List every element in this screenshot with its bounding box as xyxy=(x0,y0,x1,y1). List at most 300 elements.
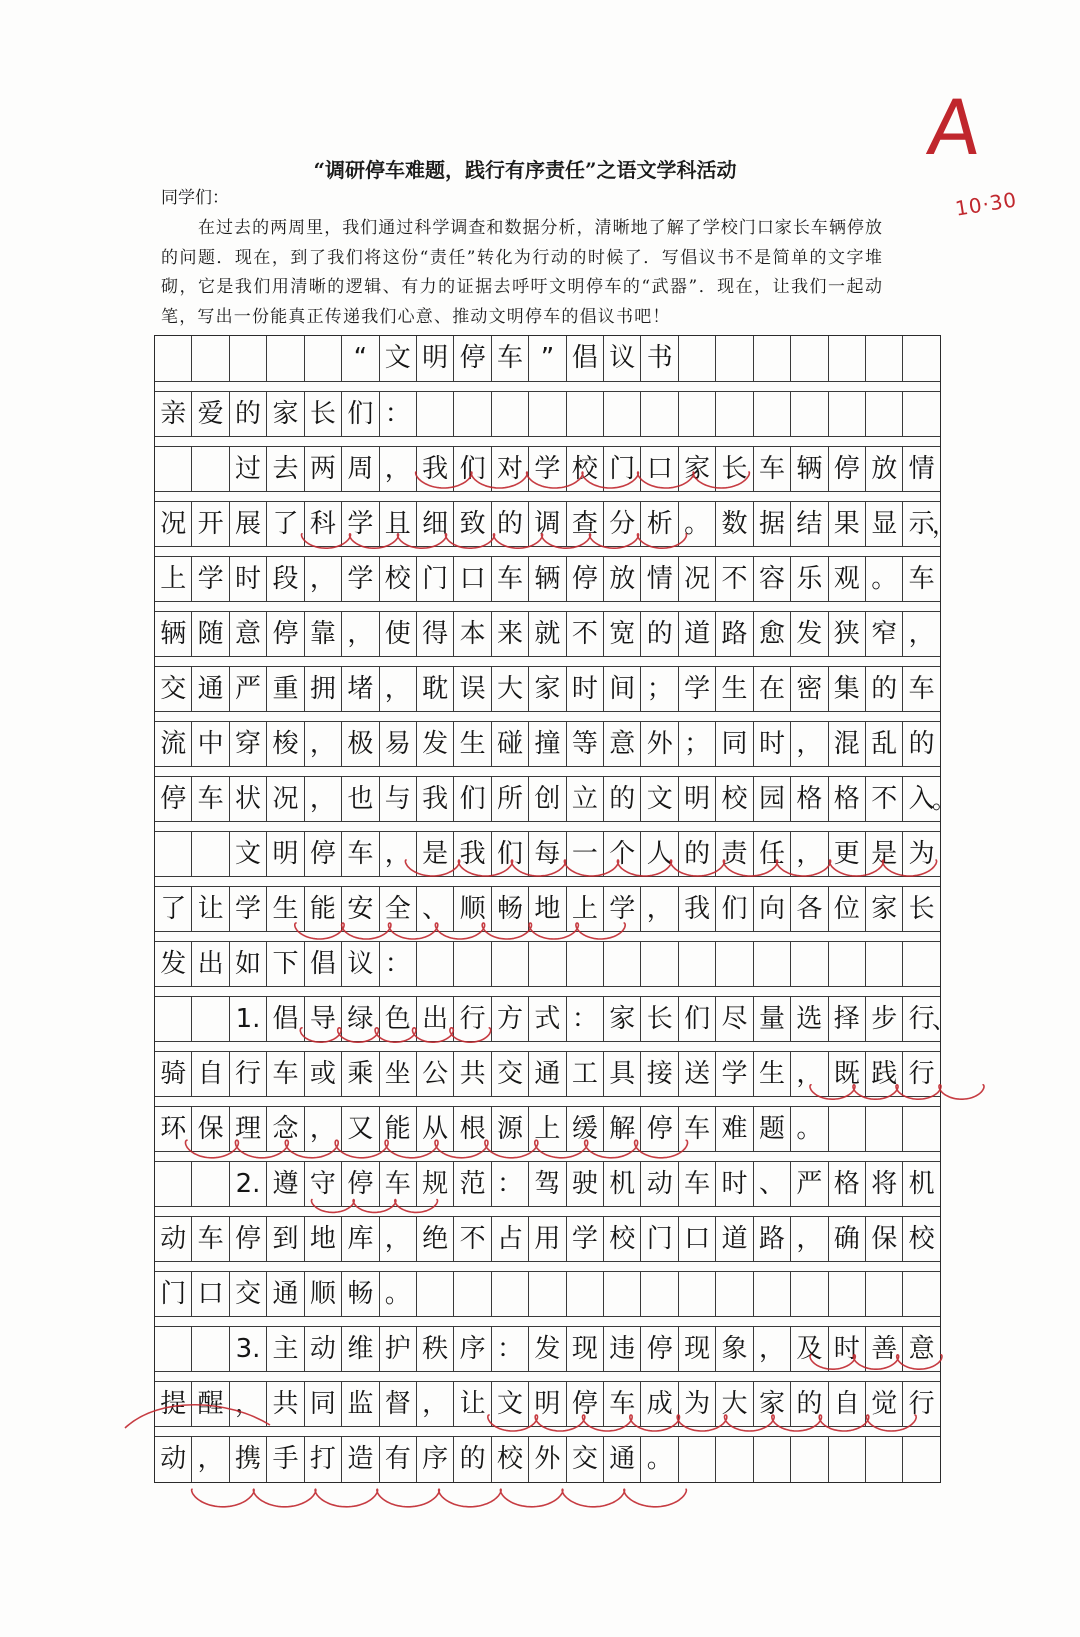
grid-cell xyxy=(791,336,828,381)
grid-cell: 顺 xyxy=(305,1272,342,1316)
grid-cell: 位 xyxy=(829,887,866,931)
grid-row xyxy=(155,336,940,382)
grid-cell: 机 xyxy=(604,1162,641,1206)
grid-cell: 遵 xyxy=(267,1162,304,1206)
grid-cell xyxy=(829,336,866,381)
grid-cell xyxy=(305,336,342,381)
grid-cell: 既 xyxy=(829,1052,866,1096)
grid-cell: 创 xyxy=(529,777,566,821)
grid-cell: 外 xyxy=(641,722,678,766)
grid-cell: 路 xyxy=(754,1217,791,1261)
grid-cell: 象 xyxy=(716,1327,753,1371)
grid-cell: 。 xyxy=(791,1107,828,1151)
grid-cell: 安 xyxy=(342,887,379,931)
grid-row xyxy=(155,776,956,822)
grid-cell: 查 xyxy=(567,502,604,546)
grid-cell: 显 xyxy=(866,502,903,546)
grid-cell: ， xyxy=(305,722,342,766)
grid-cell: 解 xyxy=(604,1107,641,1151)
grid-cell: 占 xyxy=(492,1217,529,1261)
grid-cell: 为 xyxy=(908,839,935,869)
activity-title: “调研停车难题，践行有序责任”之语文学科活动 xyxy=(313,158,737,182)
grid-cell: 学 xyxy=(342,557,379,601)
grid-cell xyxy=(155,1162,192,1206)
grid-cell: 让 xyxy=(192,887,229,931)
grid-cell: 停 xyxy=(567,1382,604,1426)
grid-cell: 不 xyxy=(866,777,903,821)
grid-cell: 根 xyxy=(454,1107,491,1151)
grid-cell: 分 xyxy=(604,502,641,546)
grid-cell: 格 xyxy=(791,777,828,821)
grid-cell: 确 xyxy=(829,1217,866,1261)
grid-cell: 选 xyxy=(791,997,828,1041)
grid-cell: 上 xyxy=(567,887,604,931)
grid-cell: 现 xyxy=(679,1327,716,1371)
grid-row xyxy=(155,391,940,437)
grid-cell: 果 xyxy=(829,502,866,546)
grid-cell: 狭 xyxy=(829,612,866,656)
grid-cell: 尽 xyxy=(716,997,753,1041)
grid-cell xyxy=(866,1272,903,1316)
grid-cell xyxy=(567,1272,604,1316)
grid-cell: 车 xyxy=(908,564,935,594)
grid-cell: 任 xyxy=(754,832,791,876)
grid-cell: 停 xyxy=(342,1162,379,1206)
grid-cell: 色 xyxy=(380,997,417,1041)
grid-cell: 工 xyxy=(567,1052,604,1096)
grid-row xyxy=(155,666,940,712)
grid-cell: 2. xyxy=(230,1162,267,1206)
grid-row xyxy=(155,721,940,767)
grid-cell: 序 xyxy=(454,1327,491,1371)
grid-cell: ， xyxy=(791,832,828,876)
grid-cell: 车 xyxy=(267,1052,304,1096)
grid-cell: 量 xyxy=(754,997,791,1041)
grid-cell xyxy=(716,392,753,436)
grid-cell: 学 xyxy=(567,1217,604,1261)
grid-cell: ， xyxy=(305,557,342,601)
grid-cell xyxy=(417,942,454,986)
grid-cell xyxy=(716,336,753,381)
grid-cell: 一 xyxy=(567,832,604,876)
grid-cell: 间 xyxy=(604,667,641,711)
grid-cell: 密 xyxy=(791,667,828,711)
grid-cell: 通 xyxy=(604,1437,641,1482)
grid-cell: 误 xyxy=(454,667,491,711)
grid-cell: 耽 xyxy=(417,667,454,711)
grid-cell: 车 xyxy=(679,1162,716,1206)
grid-cell: 口 xyxy=(454,557,491,601)
grid-cell: 题 xyxy=(754,1107,791,1151)
grid-cell: 们 xyxy=(342,392,379,436)
grid-cell: 议 xyxy=(342,942,379,986)
grid-cell: 校 xyxy=(908,1224,935,1254)
grid-cell: 成 xyxy=(641,1382,678,1426)
grid-cell: ， xyxy=(791,1052,828,1096)
grid-cell: 不 xyxy=(567,612,604,656)
grid-cell: 况 xyxy=(679,557,716,601)
grid-cell: 来 xyxy=(492,612,529,656)
grid-cell: 据 xyxy=(754,502,791,546)
grid-cell: 人 xyxy=(641,832,678,876)
grid-cell: 辆 xyxy=(155,612,192,656)
grid-cell: 科 xyxy=(305,502,342,546)
grid-cell xyxy=(829,942,866,986)
grid-cell: 畅 xyxy=(492,887,529,931)
grid-cell: 善 xyxy=(866,1327,903,1371)
grid-row xyxy=(155,886,940,932)
grid-cell xyxy=(604,942,641,986)
grid-cell: 停 xyxy=(155,777,192,821)
grid-cell: 库 xyxy=(342,1217,379,1261)
grid-cell: 停 xyxy=(305,832,342,876)
grid-cell: 序 xyxy=(417,1437,454,1482)
grid-cell: 了 xyxy=(267,502,304,546)
grid-cell: 秩 xyxy=(417,1327,454,1371)
grid-cell: 车 xyxy=(754,447,791,491)
grid-cell: 地 xyxy=(305,1217,342,1261)
grid-cell: 门 xyxy=(641,1217,678,1261)
grid-cell: 各 xyxy=(791,887,828,931)
grid-cell xyxy=(155,336,192,381)
grid-cell: 易 xyxy=(380,722,417,766)
grid-cell xyxy=(641,392,678,436)
grid-cell: 出 xyxy=(417,997,454,1041)
grid-cell: 环 xyxy=(155,1107,192,1151)
grid-cell: ， xyxy=(192,1437,229,1482)
grid-cell: 步 xyxy=(866,997,903,1041)
grid-cell: ， xyxy=(908,619,935,649)
red-correction-squiggle xyxy=(192,1489,687,1507)
grid-cell xyxy=(155,832,192,876)
grid-cell: 文 xyxy=(230,832,267,876)
grid-cell: 也 xyxy=(342,777,379,821)
grid-cell: 学 xyxy=(342,502,379,546)
grid-cell: 意 xyxy=(908,1334,935,1364)
grid-cell: 的 xyxy=(230,392,267,436)
grid-cell: 长 xyxy=(641,997,678,1041)
grid-cell xyxy=(679,1437,716,1482)
grid-cell: 难 xyxy=(716,1107,753,1151)
grid-cell: 文 xyxy=(492,1382,529,1426)
grid-cell: 数 xyxy=(716,502,753,546)
grid-cell: 维 xyxy=(342,1327,379,1371)
grid-cell: 使 xyxy=(380,612,417,656)
grid-cell: 外 xyxy=(529,1437,566,1482)
grid-cell: 停 xyxy=(829,447,866,491)
grid-cell: 不 xyxy=(454,1217,491,1261)
grid-cell: 车 xyxy=(604,1382,641,1426)
teacher-grade: A xyxy=(923,83,985,172)
grid-cell: 从 xyxy=(417,1107,454,1151)
grid-cell: 具 xyxy=(604,1052,641,1096)
grid-cell: 车 xyxy=(679,1107,716,1151)
grid-cell: 停 xyxy=(567,557,604,601)
grid-cell: 口 xyxy=(679,1217,716,1261)
grid-cell: ” xyxy=(529,336,566,381)
paragraph-line: 笔，写出一份能真正传递我们心意、推动文明停车的倡议书吧！ xyxy=(161,306,671,327)
grid-cell: 乘 xyxy=(342,1052,379,1096)
grid-cell: ： xyxy=(380,392,417,436)
grid-cell: 行 xyxy=(454,997,491,1041)
grid-cell: ， xyxy=(417,1382,454,1426)
grid-cell: 理 xyxy=(230,1107,267,1151)
grid-cell: ； xyxy=(679,722,716,766)
grid-cell: 生 xyxy=(716,667,753,711)
grid-cell xyxy=(492,942,529,986)
grid-cell: 动 xyxy=(641,1162,678,1206)
grid-cell xyxy=(754,1272,791,1316)
grid-cell: 行 xyxy=(230,1052,267,1096)
grid-cell: 动 xyxy=(155,1437,192,1482)
grid-cell: 1. xyxy=(230,997,267,1041)
grid-cell: 入 xyxy=(908,784,935,814)
grid-cell xyxy=(829,1272,866,1316)
grid-cell: 的 xyxy=(908,729,935,759)
grid-row xyxy=(155,1271,940,1317)
manuscript-grid xyxy=(154,335,956,1483)
grid-cell: 致 xyxy=(454,502,491,546)
grid-cell: 机 xyxy=(908,1169,935,1199)
grid-cell: 结 xyxy=(791,502,828,546)
grid-cell xyxy=(754,1437,791,1482)
grid-cell: 打 xyxy=(305,1437,342,1482)
grid-cell: 觉 xyxy=(866,1382,903,1426)
grid-cell xyxy=(791,1272,828,1316)
grid-cell: 段 xyxy=(267,557,304,601)
grid-cell: 意 xyxy=(604,722,641,766)
grid-cell: 停 xyxy=(454,336,491,381)
grid-cell xyxy=(604,1272,641,1316)
grid-cell: 道 xyxy=(679,612,716,656)
grid-cell: 门 xyxy=(417,557,454,601)
grid-cell: 意 xyxy=(230,612,267,656)
grid-row xyxy=(155,1381,940,1427)
grid-cell: 情 xyxy=(641,557,678,601)
grid-cell: 同 xyxy=(305,1382,342,1426)
grid-cell: 们 xyxy=(454,777,491,821)
grid-cell: 及 xyxy=(791,1327,828,1371)
grid-cell: 。 xyxy=(380,1272,417,1316)
grid-cell: 放 xyxy=(866,447,903,491)
grid-cell: 更 xyxy=(829,832,866,876)
grid-cell xyxy=(866,1437,903,1482)
grid-cell: 文 xyxy=(641,777,678,821)
grid-cell: 开 xyxy=(192,502,229,546)
hanging-punctuation: ， xyxy=(932,511,956,539)
grid-cell: ， xyxy=(380,832,417,876)
grid-cell: 学 xyxy=(604,887,641,931)
grid-cell xyxy=(492,392,529,436)
grid-cell: 倡 xyxy=(305,942,342,986)
grid-cell xyxy=(192,336,229,381)
grid-cell: 或 xyxy=(305,1052,342,1096)
grid-cell: 向 xyxy=(754,887,791,931)
grid-cell: 全 xyxy=(380,887,417,931)
grid-cell: 出 xyxy=(192,942,229,986)
grid-cell xyxy=(155,1327,192,1371)
grid-cell: 混 xyxy=(829,722,866,766)
grid-cell xyxy=(791,392,828,436)
grid-cell: 行 xyxy=(908,1004,935,1034)
grid-cell: 畅 xyxy=(342,1272,379,1316)
grid-cell: 容 xyxy=(754,557,791,601)
grid-cell: 驶 xyxy=(567,1162,604,1206)
grid-cell: 得 xyxy=(417,612,454,656)
grid-cell xyxy=(754,392,791,436)
grid-row xyxy=(155,501,956,547)
grid-cell: 缓 xyxy=(567,1107,604,1151)
grid-cell: 时 xyxy=(567,667,604,711)
grid-cell: 观 xyxy=(829,557,866,601)
grid-cell: ， xyxy=(791,1217,828,1261)
grid-cell: 我 xyxy=(454,832,491,876)
grid-cell xyxy=(529,1272,566,1316)
grid-cell: 的 xyxy=(679,832,716,876)
grid-cell xyxy=(866,942,903,986)
grid-cell: 时 xyxy=(230,557,267,601)
grid-cell: 车 xyxy=(192,777,229,821)
instructions-paragraph xyxy=(161,214,882,332)
grid-cell: 驾 xyxy=(529,1162,566,1206)
grid-cell: 集 xyxy=(829,667,866,711)
grid-cell: 们 xyxy=(679,997,716,1041)
grid-cell xyxy=(529,942,566,986)
grid-cell: 严 xyxy=(791,1162,828,1206)
grid-cell: 学 xyxy=(529,447,566,491)
grid-cell: 调 xyxy=(529,502,566,546)
grid-cell: 动 xyxy=(305,1327,342,1371)
grid-cell xyxy=(791,1437,828,1482)
grid-cell xyxy=(866,392,903,436)
grid-cell: 倡 xyxy=(567,336,604,381)
grid-cell: ， xyxy=(230,1382,267,1426)
grid-cell xyxy=(829,1437,866,1482)
grid-cell: 自 xyxy=(192,1052,229,1096)
grid-cell: 地 xyxy=(529,887,566,931)
grid-cell: 严 xyxy=(230,667,267,711)
grid-cell xyxy=(641,1272,678,1316)
grid-cell: 过 xyxy=(230,447,267,491)
grid-cell: 宽 xyxy=(604,612,641,656)
grid-cell: 通 xyxy=(529,1052,566,1096)
grid-row xyxy=(155,611,940,657)
grid-cell: 停 xyxy=(641,1327,678,1371)
grid-cell: 两 xyxy=(305,447,342,491)
grid-cell: 通 xyxy=(267,1272,304,1316)
grid-cell: 爱 xyxy=(192,392,229,436)
grid-cell: 愈 xyxy=(754,612,791,656)
grid-cell: ， xyxy=(641,887,678,931)
grid-cell: 放 xyxy=(604,557,641,601)
grid-cell xyxy=(903,942,939,986)
grid-cell: 违 xyxy=(604,1327,641,1371)
grid-cell: 中 xyxy=(192,722,229,766)
grid-cell: 让 xyxy=(454,1382,491,1426)
grid-cell: ， xyxy=(342,612,379,656)
grid-cell: ： xyxy=(492,1327,529,1371)
grid-cell: 守 xyxy=(305,1162,342,1206)
grid-cell: 交 xyxy=(492,1052,529,1096)
grid-cell: 道 xyxy=(716,1217,753,1261)
grid-cell: 。 xyxy=(679,502,716,546)
grid-cell: 就 xyxy=(529,612,566,656)
grid-cell: ： xyxy=(380,942,417,986)
grid-cell: 携 xyxy=(230,1437,267,1482)
grid-cell: 车 xyxy=(342,832,379,876)
grid-cell: 时 xyxy=(829,1327,866,1371)
grid-cell: 3. xyxy=(230,1327,267,1371)
grid-cell: 细 xyxy=(417,502,454,546)
grid-cell: 亲 xyxy=(155,392,192,436)
grid-cell: 车 xyxy=(380,1162,417,1206)
grid-cell: 用 xyxy=(529,1217,566,1261)
grid-cell: 的 xyxy=(641,612,678,656)
grid-cell: 能 xyxy=(380,1107,417,1151)
grid-cell: 个 xyxy=(604,832,641,876)
grid-cell: 将 xyxy=(866,1162,903,1206)
grid-cell: 的 xyxy=(866,667,903,711)
grid-cell: 明 xyxy=(267,832,304,876)
grid-cell: 家 xyxy=(754,1382,791,1426)
grid-cell: 家 xyxy=(529,667,566,711)
grid-cell: 发 xyxy=(529,1327,566,1371)
grid-cell: ， xyxy=(380,667,417,711)
grid-cell: 状 xyxy=(230,777,267,821)
grid-cell: 立 xyxy=(567,777,604,821)
grid-cell: 行 xyxy=(908,1059,935,1089)
grid-cell: 周 xyxy=(342,447,379,491)
grid-cell: 碰 xyxy=(492,722,529,766)
grid-cell: 是 xyxy=(417,832,454,876)
grid-cell: 长 xyxy=(305,392,342,436)
grid-cell: 接 xyxy=(641,1052,678,1096)
grid-cell: ： xyxy=(567,997,604,1041)
grid-cell xyxy=(567,392,604,436)
grid-row xyxy=(155,1436,940,1482)
grid-cell: 能 xyxy=(305,887,342,931)
grid-cell: 极 xyxy=(342,722,379,766)
grid-cell: 时 xyxy=(754,722,791,766)
paragraph-line: 在过去的两周里，我们通过科学调查和数据分析，清晰地了解了学校门口家长车辆停放 xyxy=(198,218,882,238)
grid-cell: 梭 xyxy=(267,722,304,766)
grid-cell: 醒 xyxy=(192,1382,229,1426)
grid-cell: ； xyxy=(641,667,678,711)
grid-cell xyxy=(230,336,267,381)
grid-cell: 车 xyxy=(492,557,529,601)
grid-cell: 的 xyxy=(604,777,641,821)
grid-row xyxy=(155,1216,940,1262)
grid-cell: 学 xyxy=(192,557,229,601)
grid-cell xyxy=(903,1437,939,1482)
grid-cell: 议 xyxy=(604,336,641,381)
grid-cell: 通 xyxy=(192,667,229,711)
grid-cell: 书 xyxy=(641,336,678,381)
grid-cell: 责 xyxy=(716,832,753,876)
grid-cell xyxy=(903,1272,939,1316)
grid-cell: 停 xyxy=(230,1217,267,1261)
grid-cell: 校 xyxy=(716,777,753,821)
grid-cell: 撞 xyxy=(529,722,566,766)
grid-cell: 倡 xyxy=(267,997,304,1041)
grid-cell: 的 xyxy=(492,502,529,546)
grid-row xyxy=(155,1051,940,1097)
grid-cell: 监 xyxy=(342,1382,379,1426)
grid-cell: 到 xyxy=(267,1217,304,1261)
grid-cell xyxy=(716,1272,753,1316)
grid-cell xyxy=(417,392,454,436)
grid-cell: 的 xyxy=(791,1382,828,1426)
